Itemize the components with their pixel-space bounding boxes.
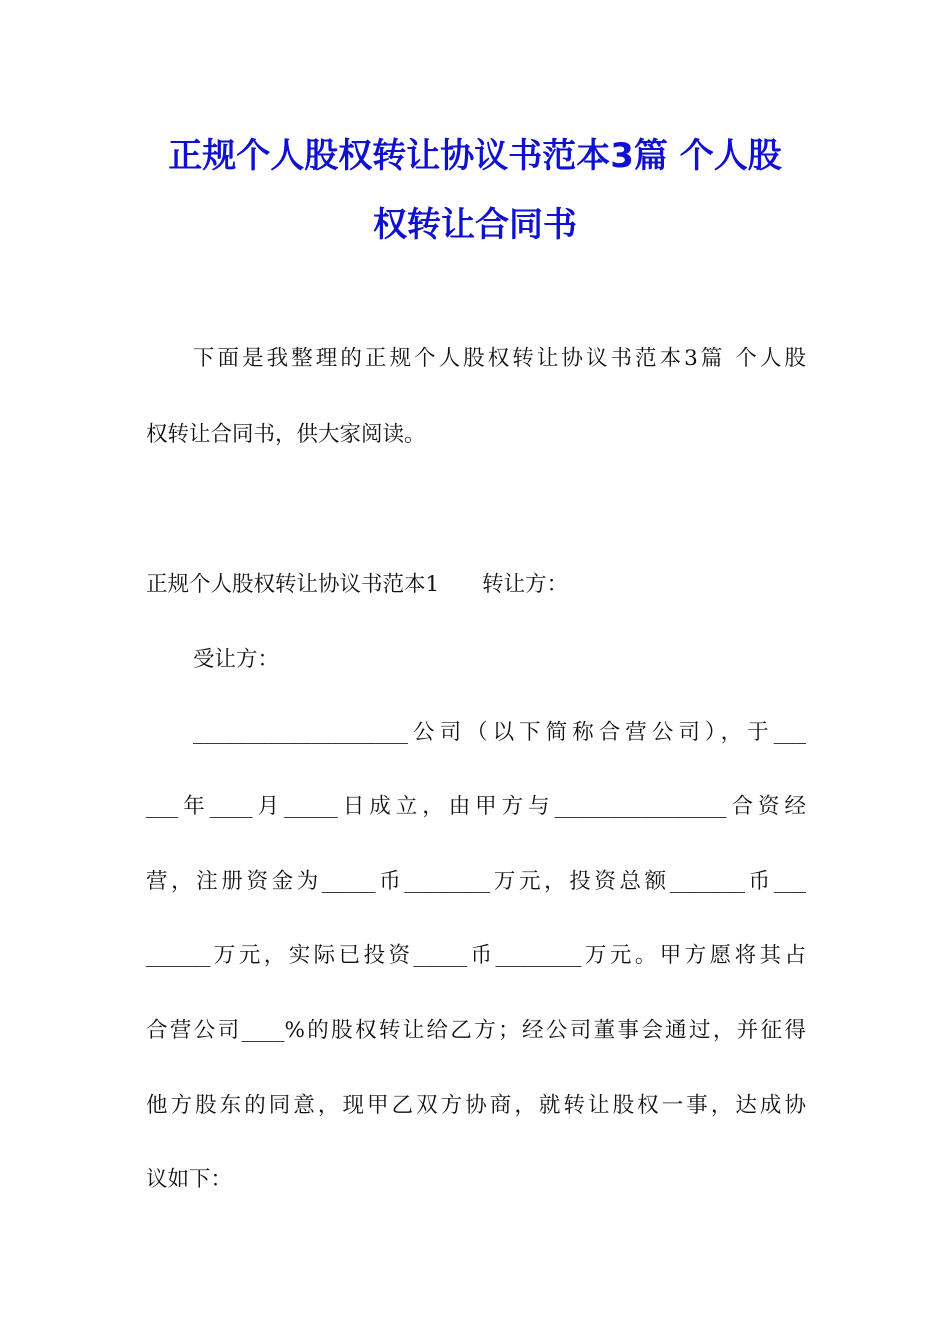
body-line-5: 合营公司____%的股权转让给乙方；经公司董事会通过，并征得 [146,1018,806,1043]
body-line-6: 他方股东的同意，现甲乙双方协商，就转让股权一事，达成协 [146,1093,806,1118]
body-line-4: ______万元，实际已投资_____币________万元。甲方愿将其占 [146,943,806,968]
body-line-7: 议如下： [146,1167,233,1192]
body-line-3: 营，注册资金为_____币________万元，投资总额_______币___ [146,869,806,894]
section-heading: 正规个人股权转让协议书范本1 转让方： [146,572,569,597]
intro-line-2: 权转让合同书，供大家阅读。 [146,422,426,447]
assignee-label: 受让方： [193,647,280,672]
body-line-1: ____________________公司（以下简称合营公司），于___ [193,720,806,745]
document-title-line-1: 正规个人股权转让协议书范本3篇 个人股 [168,136,782,176]
body-line-2: ___年____月_____日成立，由甲方与________________合资经 [146,794,806,819]
document-title-line-2: 权转让合同书 [373,205,577,245]
intro-line-1: 下面是我整理的正规个人股权转让协议书范本3篇 个人股 [193,346,806,371]
